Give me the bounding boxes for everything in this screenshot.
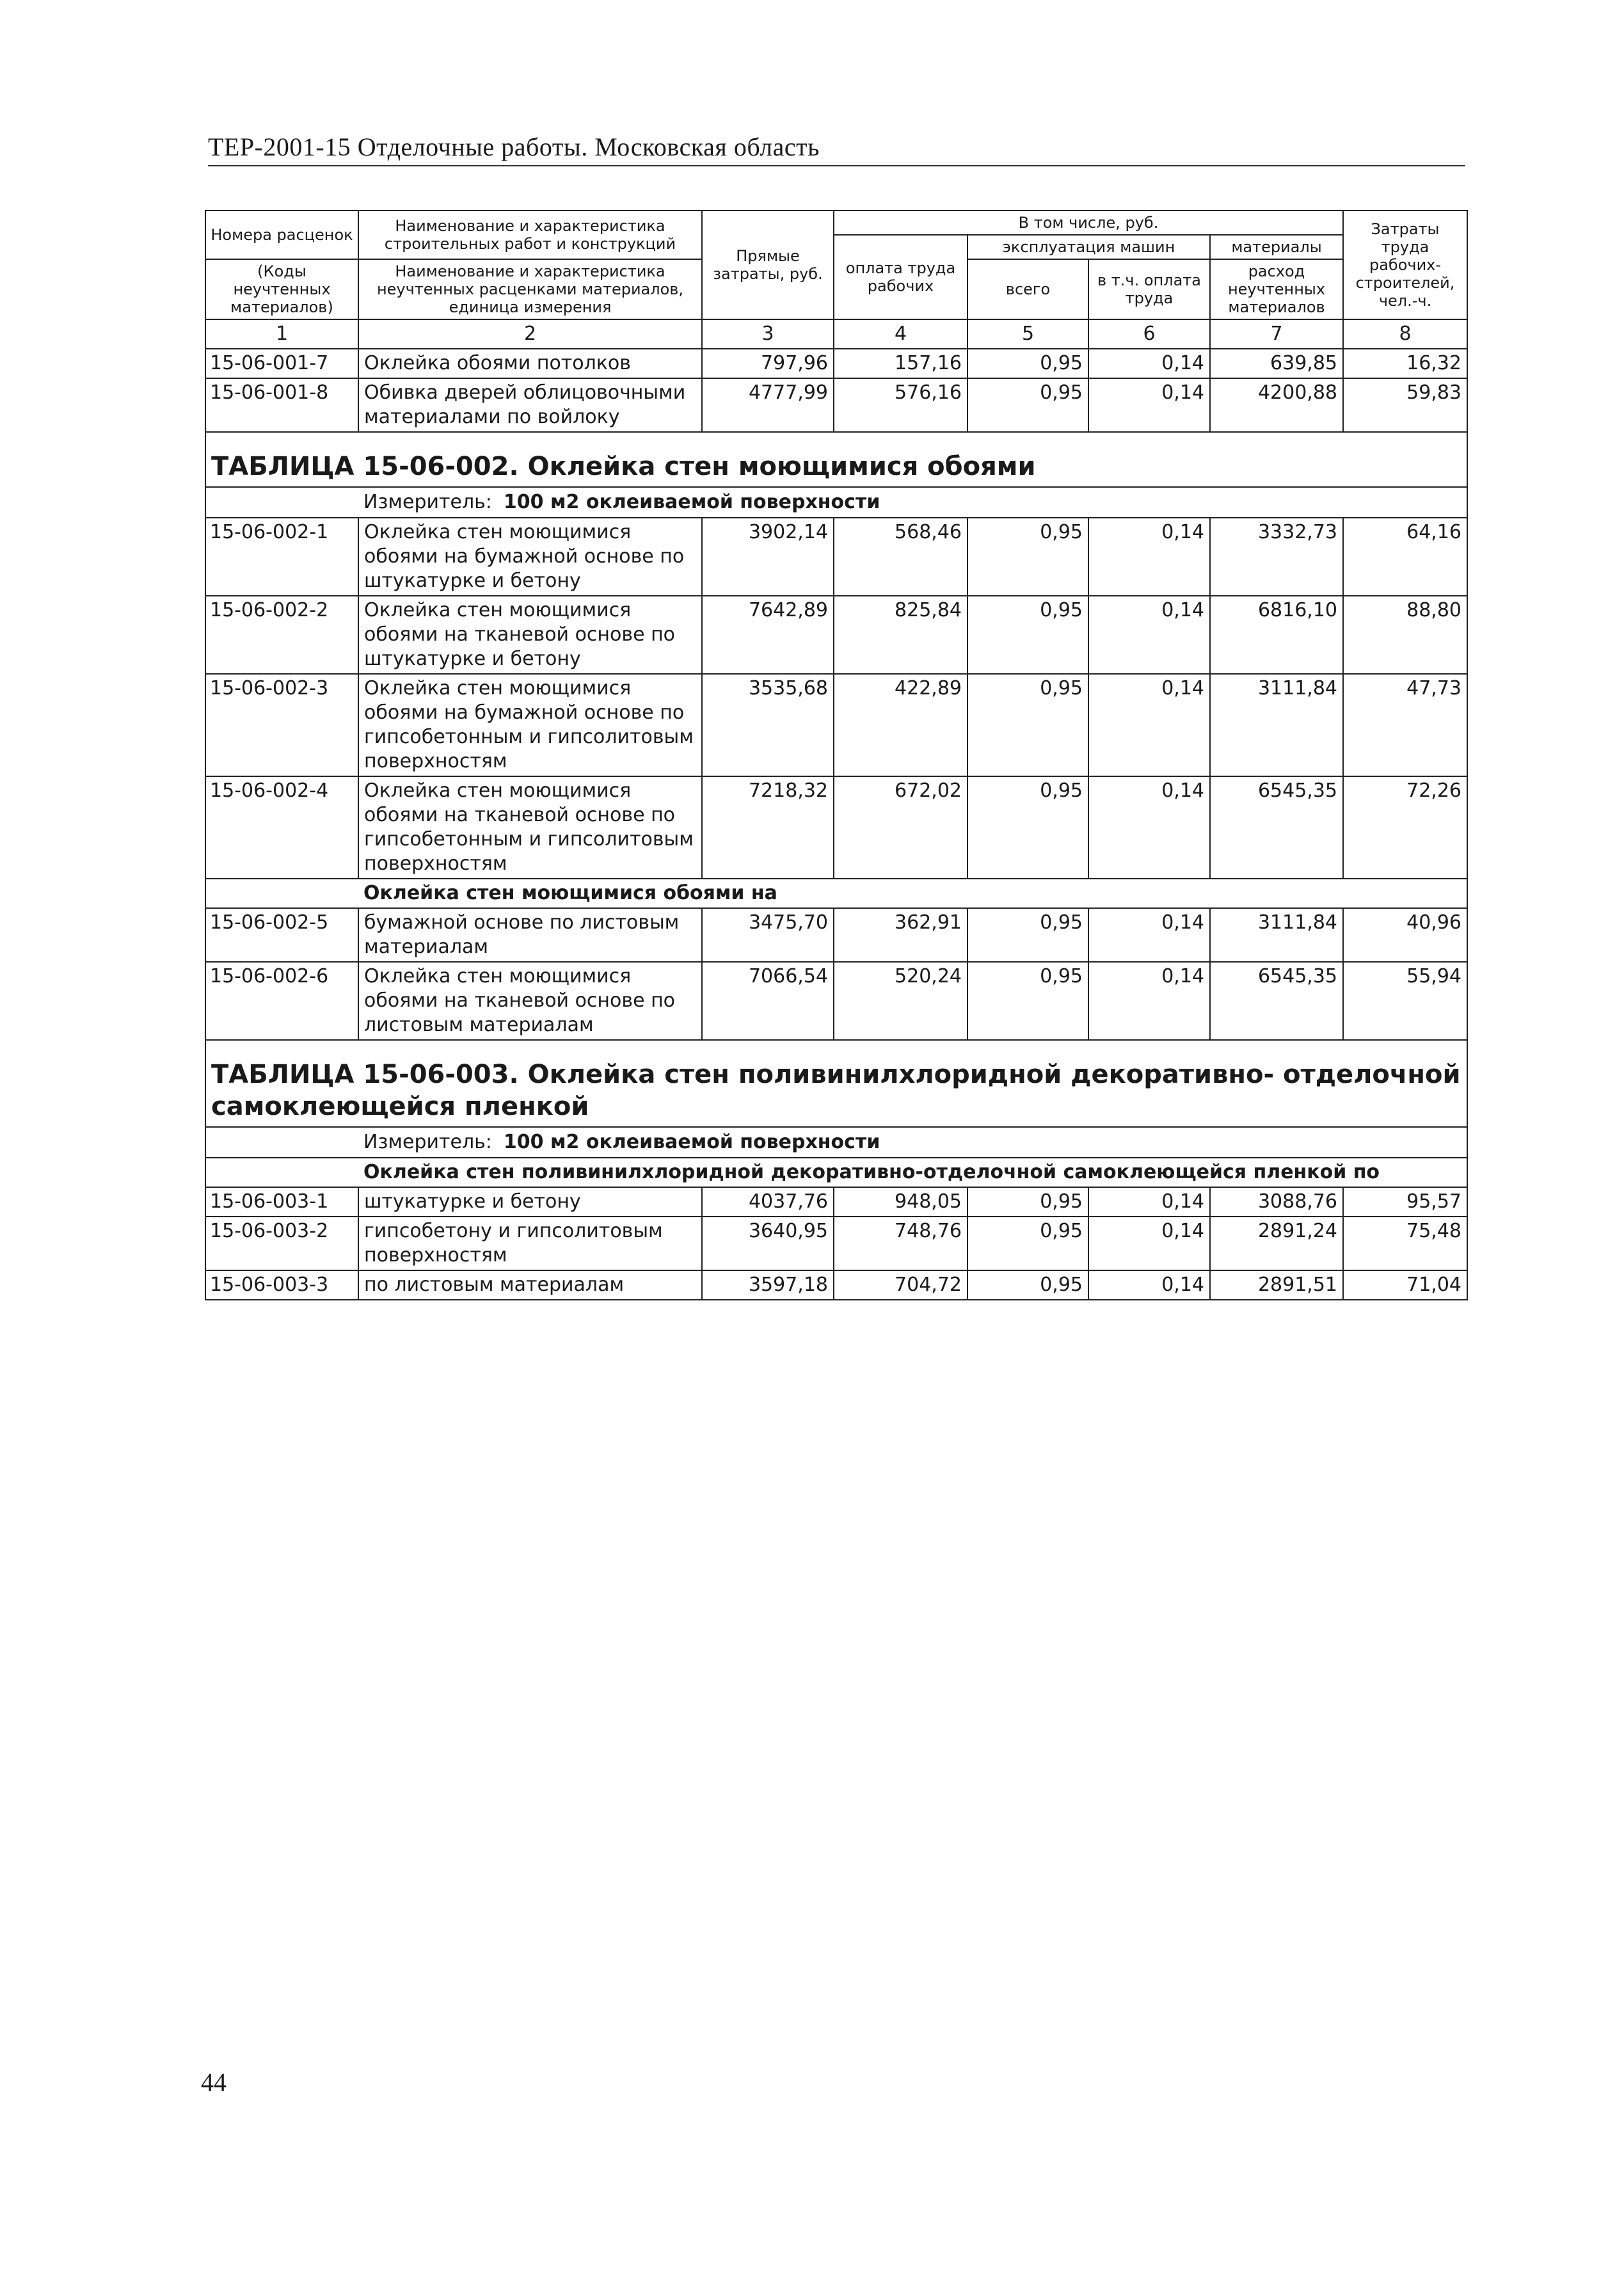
table-row [205,378,1467,432]
direct-costs: 4037,76 [702,1187,834,1217]
group-title: Оклейка стен поливинилхлоридной декоративно-отделочной самоклеющейся пленкой по [358,1158,1467,1187]
header-including: В том числе, руб. [834,211,1343,235]
section-title: ТАБЛИЦА 15-06-003. Оклейка стен поливинилхлоридной декоративно- отделочной самоклеющейся пленкой [205,1040,1467,1127]
worker-pay: 948,05 [834,1187,967,1217]
rates-table [205,210,1468,1300]
rate-code: 15-06-003-2 [205,1217,358,1270]
section-title-row [205,432,1467,487]
header-direct-costs: Прямые затраты, руб. [702,211,834,319]
column-number: 2 [358,319,702,349]
table-row [205,776,1467,879]
running-header: ТЕР-2001-15 Отделочные работы. Московская область [208,132,820,161]
work-description: Оклейка обоями потолков [358,349,702,378]
table-row [205,1187,1467,1217]
work-description: гипсобетону и гипсолитовым поверхностям [358,1217,702,1270]
measure-row [205,1127,1467,1158]
materials-cost: 3111,84 [1210,674,1343,776]
section-title: ТАБЛИЦА 15-06-002. Оклейка стен моющимися обоями [205,432,1467,487]
materials-cost: 3088,76 [1210,1187,1343,1217]
column-number: 3 [702,319,834,349]
worker-pay: 362,91 [834,908,967,962]
measure-value: 100 м2 оклеиваемой поверхности [503,491,880,513]
direct-costs: 7218,32 [702,776,834,879]
column-number: 1 [205,319,358,349]
direct-costs: 797,96 [702,349,834,378]
group-spacer [205,879,358,908]
rate-code: 15-06-002-3 [205,674,358,776]
machines-labor: 0,14 [1088,596,1210,674]
machines-total: 0,95 [967,962,1088,1040]
direct-costs: 7642,89 [702,596,834,674]
worker-pay: 157,16 [834,349,967,378]
machines-total: 0,95 [967,596,1088,674]
machines-labor: 0,14 [1088,378,1210,432]
work-description: Оклейка стен моющимися обоями на тканевой основе по штукатурке и бетону [358,596,702,674]
machines-total: 0,95 [967,908,1088,962]
materials-cost: 4200,88 [1210,378,1343,432]
work-description: Оклейка стен моющимися обоями на бумажной основе по штукатурке и бетону [358,518,702,596]
worker-pay: 520,24 [834,962,967,1040]
table-row [205,962,1467,1040]
measure-row [205,487,1467,518]
labor-hours: 75,48 [1343,1217,1467,1270]
machines-total: 0,95 [967,776,1088,879]
header-works: Наименование и характеристика строительных работ и конструкций [358,211,702,259]
machines-labor: 0,14 [1088,349,1210,378]
worker-pay: 568,46 [834,518,967,596]
work-description: Обивка дверей облицовочными материалами по войлоку [358,378,702,432]
table-header [205,211,1467,349]
machines-total: 0,95 [967,378,1088,432]
labor-hours: 95,57 [1343,1187,1467,1217]
materials-cost: 639,85 [1210,349,1343,378]
machines-labor: 0,14 [1088,1187,1210,1217]
worker-pay: 576,16 [834,378,967,432]
worker-pay: 422,89 [834,674,967,776]
machines-total: 0,95 [967,1270,1088,1300]
column-number: 7 [1210,319,1343,349]
measure-label: Измеритель: [363,491,492,513]
worker-pay: 825,84 [834,596,967,674]
header-machines-labor: в т.ч. оплата труда [1088,259,1210,319]
header-rule [208,165,1465,166]
materials-cost: 6545,35 [1210,776,1343,879]
group-spacer [205,1158,358,1187]
header-machines-total: всего [967,259,1088,319]
machines-labor: 0,14 [1088,674,1210,776]
machines-labor: 0,14 [1088,1270,1210,1300]
measure-spacer [205,487,358,518]
work-description: Оклейка стен моющимися обоями на тканевой основе по гипсобетонным и гипсолитовым поверхностям [358,776,702,879]
header-codes: Номера расценок [205,211,358,259]
rate-code: 15-06-002-1 [205,518,358,596]
labor-hours: 64,16 [1343,518,1467,596]
table-row [205,349,1467,378]
materials-cost: 6545,35 [1210,962,1343,1040]
header-labor-hours: Затраты труда рабочих-строителей, чел.-ч. [1343,211,1467,319]
work-description: по листовым материалам [358,1270,702,1300]
rate-code: 15-06-003-3 [205,1270,358,1300]
direct-costs: 3475,70 [702,908,834,962]
work-description: Оклейка стен моющимися обоями на бумажной основе по гипсобетонным и гипсолитовым поверхностям [358,674,702,776]
labor-hours: 40,96 [1343,908,1467,962]
measure-label: Измеритель: [363,1131,492,1153]
measure-unit [358,487,1467,518]
machines-labor: 0,14 [1088,776,1210,879]
header-machines: эксплуатация машин [967,235,1210,259]
direct-costs: 4777,99 [702,378,834,432]
machines-total: 0,95 [967,674,1088,776]
rate-code: 15-06-001-7 [205,349,358,378]
work-description: Оклейка стен моющимися обоями на тканевой основе по листовым материалам [358,962,702,1040]
machines-labor: 0,14 [1088,518,1210,596]
page-number: 44 [201,2068,227,2097]
labor-hours: 71,04 [1343,1270,1467,1300]
worker-pay: 704,72 [834,1270,967,1300]
direct-costs: 3535,68 [702,674,834,776]
group-title-row [205,1158,1467,1187]
work-description: бумажной основе по листовым материалам [358,908,702,962]
header-materials: материалы [1210,235,1343,259]
table-row [205,674,1467,776]
column-number: 6 [1088,319,1210,349]
group-title-row [205,879,1467,908]
worker-pay: 672,02 [834,776,967,879]
rate-code: 15-06-003-1 [205,1187,358,1217]
direct-costs: 3902,14 [702,518,834,596]
materials-cost: 2891,51 [1210,1270,1343,1300]
direct-costs: 3640,95 [702,1217,834,1270]
table-row [205,908,1467,962]
work-description: штукатурке и бетону [358,1187,702,1217]
header-material-names: Наименование и характеристика неучтенных расценками материалов, единица измерения [358,259,702,319]
machines-total: 0,95 [967,349,1088,378]
labor-hours: 55,94 [1343,962,1467,1040]
labor-hours: 88,80 [1343,596,1467,674]
table-row [205,596,1467,674]
materials-cost: 2891,24 [1210,1217,1343,1270]
labor-hours: 47,73 [1343,674,1467,776]
machines-labor: 0,14 [1088,908,1210,962]
section-title-row [205,1040,1467,1127]
rate-code: 15-06-002-2 [205,596,358,674]
column-number: 4 [834,319,967,349]
materials-cost: 3332,73 [1210,518,1343,596]
table-body [205,349,1467,1300]
materials-cost: 3111,84 [1210,908,1343,962]
measure-spacer [205,1127,358,1158]
labor-hours: 59,83 [1343,378,1467,432]
column-number: 8 [1343,319,1467,349]
column-number: 5 [967,319,1088,349]
machines-labor: 0,14 [1088,962,1210,1040]
machines-labor: 0,14 [1088,1217,1210,1270]
group-title: Оклейка стен моющимися обоями на [358,879,1467,908]
measure-unit [358,1127,1467,1158]
rate-code: 15-06-002-5 [205,908,358,962]
labor-hours: 16,32 [1343,349,1467,378]
machines-total: 0,95 [967,518,1088,596]
table-row [205,518,1467,596]
materials-cost: 6816,10 [1210,596,1343,674]
header-material-consumption: расход неучтенных материалов [1210,259,1343,319]
column-numbers-row [205,319,1467,349]
rate-code: 15-06-001-8 [205,378,358,432]
direct-costs: 7066,54 [702,962,834,1040]
table-row [205,1270,1467,1300]
header-material-codes: (Коды неучтенных материалов) [205,259,358,319]
measure-value: 100 м2 оклеиваемой поверхности [503,1131,880,1153]
header-worker-pay: оплата труда рабочих [834,235,967,319]
rate-code: 15-06-002-4 [205,776,358,879]
labor-hours: 72,26 [1343,776,1467,879]
table-row [205,1217,1467,1270]
direct-costs: 3597,18 [702,1270,834,1300]
worker-pay: 748,76 [834,1217,967,1270]
rate-code: 15-06-002-6 [205,962,358,1040]
machines-total: 0,95 [967,1217,1088,1270]
machines-total: 0,95 [967,1187,1088,1217]
